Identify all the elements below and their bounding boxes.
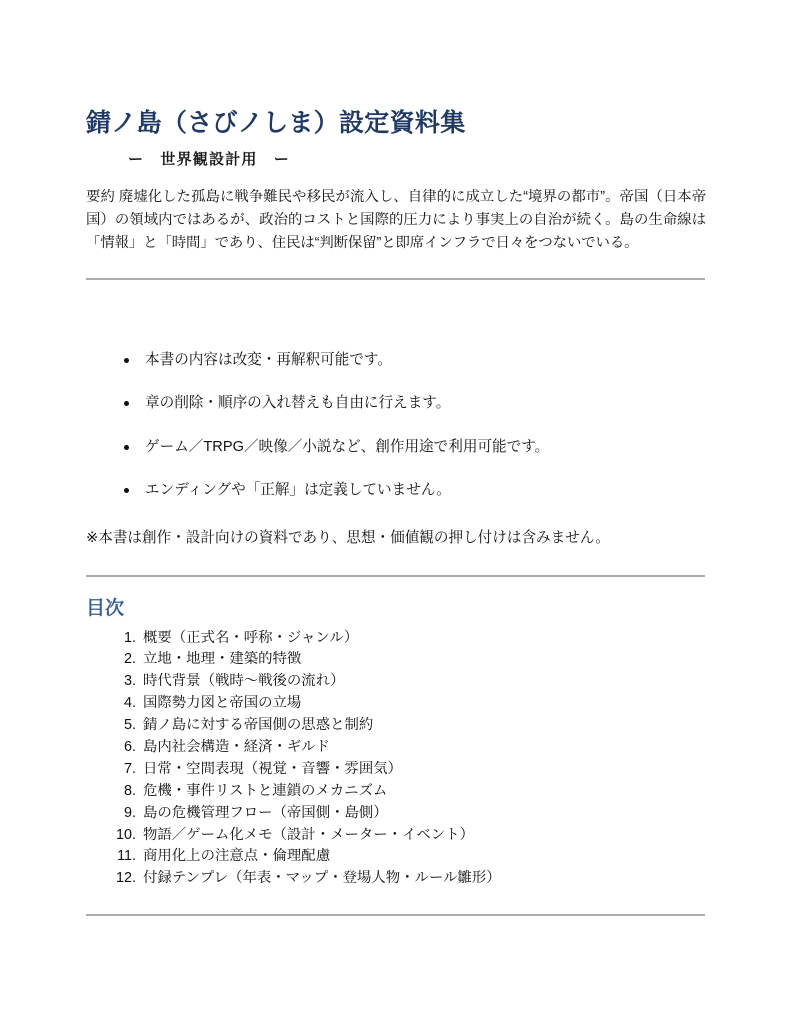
toc-entry-label: 島の危機管理フロー（帝国側・島側）: [143, 804, 388, 821]
toc-entry-number: 8.: [123, 782, 136, 799]
list-item-label: 本書の内容は改変・再解釈可能です。: [145, 351, 392, 368]
bullet-icon: [124, 445, 129, 450]
toc-entry-number: 4.: [123, 695, 136, 712]
toc-entry-number: 6.: [123, 738, 136, 755]
toc-entry[interactable]: [86, 649, 706, 671]
list-item-label: エンディングや「正解」は定義していません。: [145, 482, 451, 498]
toc-entry-label: 危機・事件リストと連鎖のメカニズム: [143, 782, 388, 799]
toc-entry[interactable]: [86, 846, 706, 868]
table-of-contents: [86, 622, 706, 891]
toc-entry-label: 物語／ゲーム化メモ（設計・メーター・イベント）: [143, 826, 474, 843]
bullet-icon: [124, 488, 129, 493]
toc-entry-number: 9.: [123, 804, 136, 821]
bullet-icon: [124, 358, 129, 363]
list-item: [86, 393, 706, 413]
toc-entry[interactable]: [86, 737, 706, 759]
list-item: [86, 480, 706, 500]
toc-entry[interactable]: [86, 693, 706, 715]
toc-entry[interactable]: [86, 715, 706, 737]
bullet-icon: [124, 401, 129, 406]
summary-paragraph: 要約 廃墟化した孤島に戦争難民や移民が流入し、自律的に成立した“境界の都市”。帝国（日本帝国）の領域内ではあるが、政治的コストと国際的圧力により事実上の自治が続く。島の生命線は「情報」と「時間」であり、住民は“判断保留”と即席インフラで日々をつないでいる。: [86, 188, 706, 252]
toc-entry[interactable]: [86, 803, 706, 825]
list-item: [86, 437, 706, 457]
page-title: 錆ノ島（さびノしま）設定資料集: [86, 109, 466, 137]
toc-entry-label: 日常・空間表現（視覚・音響・雰囲気）: [143, 760, 403, 777]
toc-entry-number: 3.: [123, 673, 136, 690]
toc-entry[interactable]: [86, 759, 706, 781]
toc-entry-number: 7.: [123, 760, 136, 777]
toc-entry-label: 島内社会構造・経済・ギルド: [143, 738, 330, 755]
toc-entry-label: 時代背景（戦時〜戦後の流れ）: [143, 673, 345, 690]
toc-entry-label: 付録テンプレ（年表・マップ・登場人物・ルール雛形）: [143, 870, 501, 887]
toc-entry-number: 11.: [117, 848, 136, 865]
toc-entry[interactable]: [86, 781, 706, 803]
toc-entry[interactable]: [86, 868, 706, 890]
toc-entry[interactable]: [86, 628, 706, 650]
section-divider-bottom: [86, 914, 705, 916]
toc-entry[interactable]: [86, 671, 706, 693]
toc-entry-label: 概要（正式名・呼称・ジャンル）: [143, 629, 359, 646]
toc-entry-label: 国際勢力図と帝国の立場: [143, 695, 302, 712]
list-item-label: ゲーム／TRPG／映像／小説など、創作用途で利用可能です。: [145, 438, 550, 455]
list-item-label: 章の削除・順序の入れ替えも自由に行えます。: [145, 395, 451, 412]
toc-entry-label: 商用化上の注意点・倫理配慮: [143, 848, 331, 865]
toc-entry-label: 錆ノ島に対する帝国側の思惑と制約: [143, 717, 374, 734]
toc-entry-number: 1.: [123, 629, 136, 646]
toc-entry-number: 5.: [123, 717, 136, 734]
toc-entry-number: 2.: [123, 651, 136, 668]
disclaimer-note: ※本書は創作・設計向けの資料であり、思想・価値観の押し付けは含みません。: [86, 530, 610, 547]
page-subtitle: ー 世界観設計用 ー: [128, 151, 291, 169]
toc-entry-label: 立地・地理・建築的特徴: [143, 651, 302, 668]
list-item: [86, 350, 706, 370]
toc-heading: 目次: [86, 597, 125, 619]
document-content: [86, 0, 706, 916]
toc-entry-number: 10.: [115, 826, 136, 843]
notice-list: [86, 280, 706, 501]
toc-entry-number: 12.: [115, 870, 136, 887]
toc-entry[interactable]: [86, 825, 706, 847]
